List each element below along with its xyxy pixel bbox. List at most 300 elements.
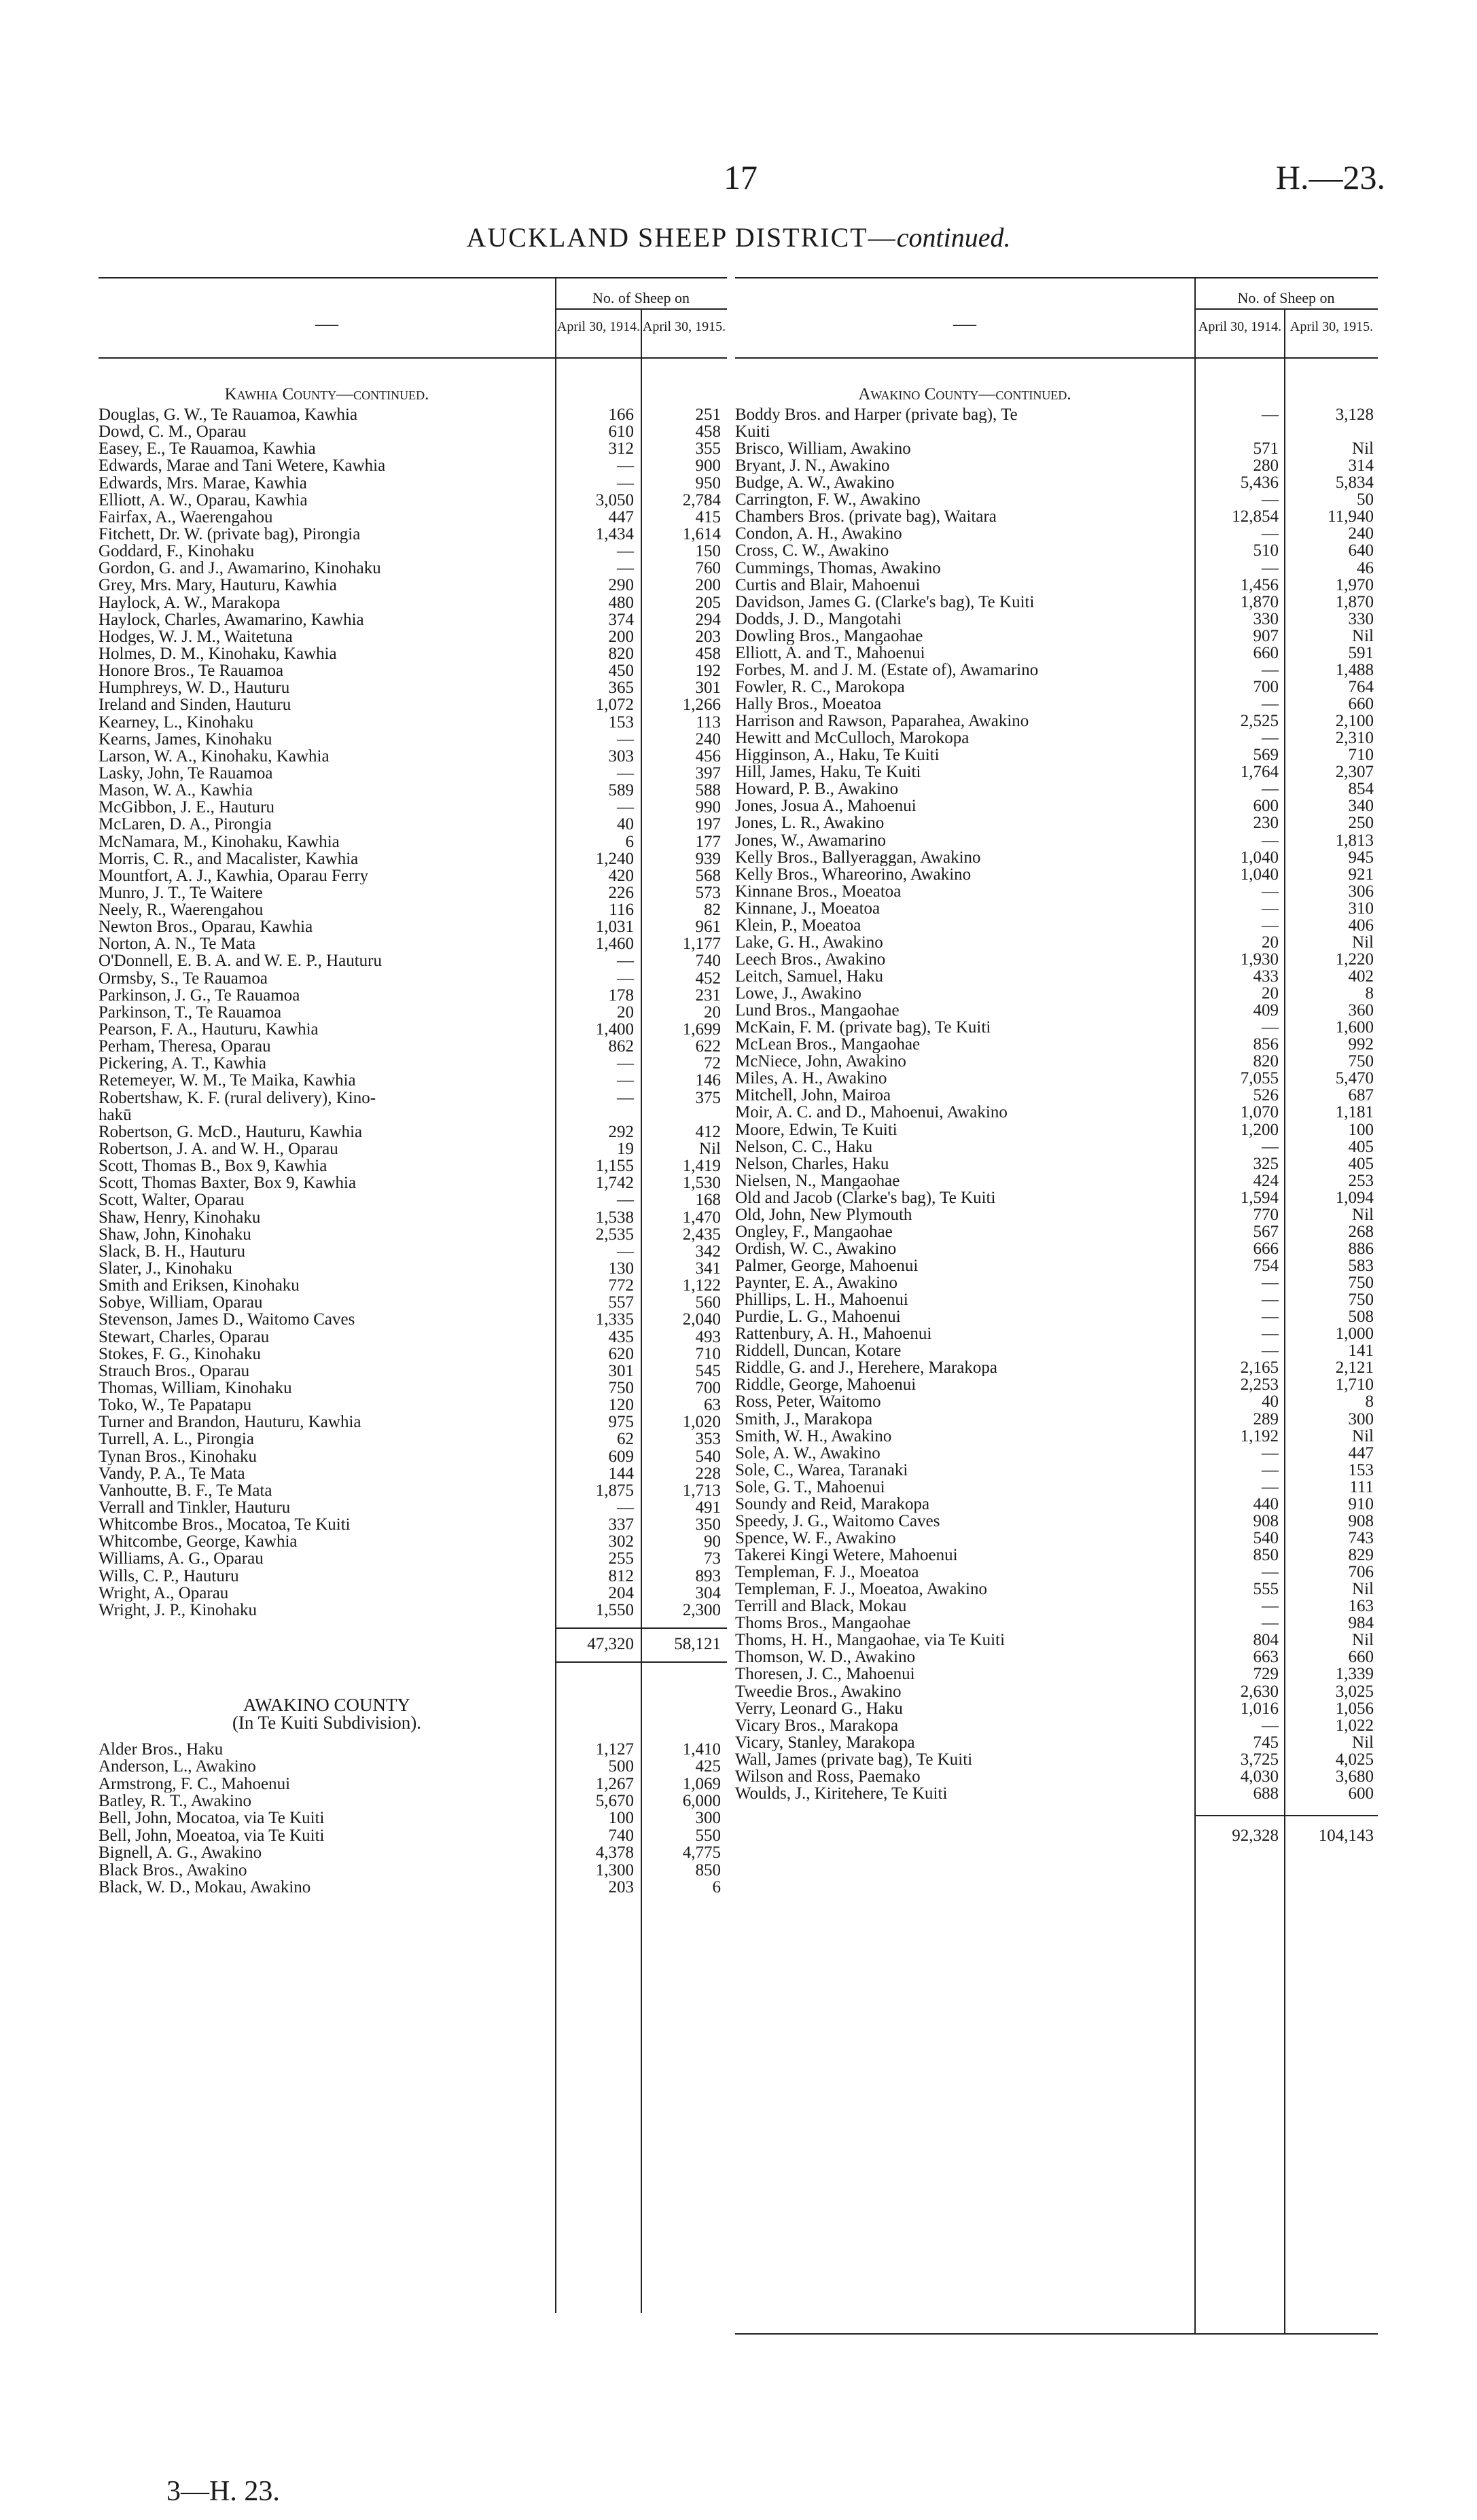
holder-name: Hewitt and McCulloch, Marokopa — [735, 730, 969, 747]
sheep-1914: — — [1262, 831, 1279, 850]
sheep-1914: 7,055 — [1240, 1069, 1279, 1088]
holder-name: Thoresen, J. C., Mahoenui — [735, 1666, 915, 1683]
holder-name: Dowd, C. M., Oparau — [99, 423, 247, 441]
sheep-1914: 302 — [608, 1532, 634, 1551]
table-row — [99, 645, 727, 662]
sheep-1915: 200 — [695, 576, 721, 595]
holder-name: Jones, Josua A., Mahoenui — [735, 797, 917, 815]
holder-name: Carrington, F. W., Awakino — [735, 491, 921, 509]
table-row — [735, 1598, 1378, 1615]
holder-name: Robertshaw, K. F. (rural delivery), Kino- — [99, 1089, 376, 1106]
table-row — [99, 1106, 727, 1123]
sheep-1915: 5,470 — [1335, 1069, 1374, 1088]
sheep-1915: 452 — [695, 969, 721, 988]
holder-name: Vandy, P. A., Te Mata — [99, 1464, 245, 1482]
sheep-1915: 314 — [1348, 456, 1374, 475]
sheep-1914: 666 — [1253, 1239, 1279, 1258]
sheep-1914: — — [1262, 729, 1279, 748]
sheep-1915: 750 — [1348, 1274, 1374, 1293]
holder-name: Retemeyer, W. M., Te Maika, Kawhia — [99, 1072, 356, 1090]
sheep-1915: 850 — [695, 1860, 721, 1879]
table-row — [99, 1602, 727, 1619]
sheep-1915: 660 — [1348, 695, 1374, 714]
holder-name: Armstrong, F. C., Mahoenui — [99, 1775, 291, 1793]
sheep-1914: 365 — [608, 679, 634, 698]
holder-name: Leitch, Samuel, Haku — [735, 967, 883, 985]
sheep-1915: 342 — [695, 1242, 721, 1261]
sheep-1915: 250 — [1348, 814, 1374, 833]
sheep-1914: 1,016 — [1240, 1699, 1279, 1718]
sheep-1915: 550 — [695, 1826, 721, 1845]
holder-name: Harrison and Rawson, Paparahea, Awakino — [735, 713, 1029, 730]
sheep-1914: 153 — [608, 713, 634, 732]
holder-name: Kinnane Bros., Moeatoa — [735, 882, 902, 900]
table-row — [735, 1189, 1378, 1206]
sheep-1914: 1,155 — [595, 1157, 634, 1176]
table-row — [99, 1516, 727, 1533]
table-row — [735, 1768, 1378, 1785]
sheep-1914: 424 — [1253, 1171, 1279, 1190]
sheep-1914: 40 — [617, 815, 634, 834]
sheep-1914: 312 — [608, 439, 634, 458]
holder-name: Grey, Mrs. Mary, Hauturu, Kawhia — [99, 577, 337, 594]
sheep-1915: 950 — [695, 473, 721, 492]
table-row — [735, 713, 1378, 730]
sheep-1914: — — [1262, 660, 1279, 679]
table-row — [735, 594, 1378, 611]
sheep-1914: — — [1262, 695, 1279, 714]
sheep-1914: — — [617, 542, 634, 561]
table-row — [735, 1632, 1378, 1649]
sheep-1914: — — [617, 456, 634, 475]
sheep-1914: 5,436 — [1240, 473, 1279, 492]
table-row — [735, 1138, 1378, 1155]
table-row — [735, 1240, 1378, 1257]
sheep-1914: 4,378 — [595, 1843, 634, 1862]
sheep-1915: 405 — [1348, 1137, 1374, 1156]
sheep-1914: 510 — [1253, 541, 1279, 560]
holder-name: Takerei Kingi Wetere, Mahoenui — [735, 1547, 958, 1564]
holder-name: Woulds, J., Kiritehere, Te Kuiti — [735, 1784, 948, 1802]
holder-name: Scott, Walter, Oparau — [99, 1191, 245, 1209]
sheep-1915: 63 — [704, 1396, 721, 1415]
holder-name: Ormsby, S., Te Rauamoa — [99, 969, 268, 987]
holder-name: Mason, W. A., Kawhia — [99, 782, 253, 799]
table-row — [99, 1243, 727, 1260]
table-row — [99, 1277, 727, 1294]
holder-name: Cummings, Thomas, Awakino — [735, 559, 941, 577]
holder-name: Forbes, M. and J. M. (Estate of), Awamarino — [735, 661, 1039, 679]
sheep-1914: 280 — [1253, 456, 1279, 475]
sheep-1915: 2,300 — [682, 1600, 721, 1619]
sheep-1914: 19 — [617, 1140, 634, 1159]
holder-name: Scott, Thomas Baxter, Box 9, Kawhia — [99, 1174, 357, 1192]
sheep-1914: 812 — [608, 1566, 634, 1585]
sheep-1915: 1,870 — [1335, 592, 1374, 611]
holder-name: Robertson, G. McD., Hauturu, Kawhia — [99, 1123, 363, 1140]
table-row — [99, 1827, 727, 1844]
sheep-1914: — — [617, 1054, 634, 1073]
holder-name: Nelson, Charles, Haku — [735, 1155, 889, 1172]
sheep-1915: 406 — [1348, 916, 1374, 935]
holder-name: Lowe, J., Awakino — [735, 985, 861, 1003]
table-row — [99, 611, 727, 628]
sheep-1915: 1,022 — [1335, 1716, 1374, 1735]
sheep-1915: 961 — [695, 918, 721, 937]
sheep-1915: 3,128 — [1335, 406, 1374, 424]
sheep-1915: 192 — [695, 662, 721, 681]
table-row — [99, 816, 727, 833]
holder-name: Norton, A. N., Te Mata — [99, 935, 256, 953]
table-row — [735, 628, 1378, 645]
sheep-1915: 350 — [695, 1515, 721, 1534]
sheep-1914: — — [1262, 406, 1279, 424]
sheep-1914: 480 — [608, 593, 634, 612]
sheep-1915: 163 — [1348, 1597, 1374, 1616]
sheep-1914: — — [1262, 1477, 1279, 1496]
sheep-1915: 1,699 — [682, 1020, 721, 1039]
sheep-1915: 1,181 — [1335, 1103, 1374, 1122]
holder-name: Strauch Bros., Oparau — [99, 1362, 250, 1380]
table-row — [99, 1329, 727, 1346]
table-row — [735, 1070, 1378, 1087]
table-row — [735, 1479, 1378, 1496]
sheep-1914: 116 — [609, 901, 634, 920]
sheep-1914: 1,192 — [1240, 1426, 1279, 1445]
holder-name: Gordon, G. and J., Awamarino, Kinohaku — [99, 560, 381, 577]
sheep-1915: 568 — [695, 866, 721, 885]
sheep-1914: — — [617, 559, 634, 578]
holder-name: Toko, W., Te Papatapu — [99, 1397, 252, 1414]
table-row — [735, 662, 1378, 679]
sheep-1914: — — [1262, 558, 1279, 577]
signature-mark: 3—H. 23. — [166, 2476, 280, 2507]
sheep-1914: 589 — [608, 781, 634, 800]
page-number: 17 — [724, 158, 758, 196]
sheep-1915: 1,339 — [1335, 1665, 1374, 1684]
table-row — [99, 1879, 727, 1896]
holder-name: Wilson and Ross, Paemako — [735, 1767, 921, 1785]
sheep-1915: 1,600 — [1335, 1018, 1374, 1037]
sheep-1915: 100 — [1348, 1120, 1374, 1139]
sheep-1914: 292 — [608, 1122, 634, 1141]
sheep-1915: 72 — [704, 1054, 721, 1073]
sheep-1914: — — [617, 798, 634, 817]
holder-name: Black, W. D., Mokau, Awakino — [99, 1879, 311, 1896]
table-row — [735, 1547, 1378, 1564]
sheep-1914: 1,550 — [595, 1600, 634, 1619]
sheep-1914: 301 — [608, 1361, 634, 1380]
section-subtitle: (In Te Kuiti Subdivision). — [232, 1712, 422, 1733]
sheep-1915: 1,530 — [682, 1174, 721, 1193]
sheep-1915: 46 — [1357, 558, 1374, 577]
sheep-1915: 706 — [1348, 1563, 1374, 1582]
holder-name: Wall, James (private bag), Te Kuiti — [735, 1750, 973, 1768]
table-row — [735, 440, 1378, 457]
sheep-1914: 804 — [1253, 1631, 1279, 1650]
table-row — [99, 577, 727, 594]
holder-name: Curtis and Blair, Mahoenui — [735, 576, 921, 594]
sheep-1914: 2,253 — [1240, 1375, 1279, 1394]
total-1914: 92,328 — [1232, 1826, 1279, 1845]
sheep-1915: 1,710 — [1335, 1375, 1374, 1394]
sheep-1914: 540 — [1253, 1528, 1279, 1547]
sheep-1914: 660 — [1253, 643, 1279, 662]
sheep-1915: 228 — [695, 1464, 721, 1483]
holder-name: Dodds, J. D., Mangotahi — [735, 610, 902, 628]
table-row — [99, 457, 727, 474]
sheep-1914: 226 — [608, 883, 634, 902]
sheep-1915: 710 — [695, 1344, 721, 1363]
sheep-1915: 341 — [695, 1259, 721, 1278]
holder-name: Riddle, George, Mahoenui — [735, 1376, 917, 1394]
sheep-1915: 1,614 — [682, 524, 721, 543]
sheep-1915: 908 — [1348, 1511, 1374, 1530]
sheep-1914: 303 — [608, 746, 634, 766]
sheep-1915: 540 — [695, 1447, 721, 1466]
holder-name: Speedy, J. G., Waitomo Caves — [735, 1512, 940, 1530]
table-row — [735, 1615, 1378, 1632]
table-row — [735, 645, 1378, 662]
holder-name: Ross, Peter, Waitomo — [735, 1393, 881, 1411]
holder-name: Old and Jacob (Clarke's bag), Te Kuiti — [735, 1189, 996, 1206]
holder-name: Moir, A. C. and D., Mahoenui, Awakino — [735, 1104, 1008, 1121]
table-row — [99, 1072, 727, 1089]
section-title: AWAKINO COUNTY — [243, 1694, 411, 1715]
table-row — [99, 1021, 727, 1038]
table-row — [99, 1741, 727, 1758]
holder-name: Slack, B. H., Hauturu — [99, 1242, 245, 1260]
holder-name: Douglas, G. W., Te Rauamoa, Kawhia — [99, 406, 358, 423]
holder-name: McGibbon, J. E., Hauturu — [99, 799, 274, 816]
sheep-1914: 289 — [1253, 1409, 1279, 1428]
sheep-1915: 1,122 — [682, 1276, 721, 1295]
table-row — [99, 1499, 727, 1516]
sheep-1914: 4,030 — [1240, 1767, 1279, 1786]
section-title: Awakino County—continued. — [858, 385, 1071, 403]
sheep-1914: 2,165 — [1240, 1358, 1279, 1378]
sheep-1915: 921 — [1348, 865, 1374, 884]
holder-name: Kuiti — [735, 423, 770, 441]
holder-name: Williams, A. G., Oparau — [99, 1550, 264, 1568]
holder-name: Kearns, James, Kinohaku — [99, 730, 272, 748]
sheep-1915: 710 — [1348, 746, 1374, 765]
sheep-1914: — — [617, 969, 634, 988]
sheep-1914: — — [617, 952, 634, 971]
sheep-1914: 1,335 — [595, 1310, 634, 1329]
holder-name: Vicary, Stanley, Marakopa — [735, 1733, 915, 1751]
sheep-1915: 253 — [1348, 1171, 1374, 1190]
sheep-1914: — — [1262, 524, 1279, 543]
holder-name: Batley, R. T., Awakino — [99, 1793, 251, 1810]
table-row — [99, 679, 727, 696]
table-row — [735, 866, 1378, 883]
holder-name: Ongley, F., Mangaohae — [735, 1223, 893, 1240]
table-row — [99, 1363, 727, 1380]
table-row — [735, 832, 1378, 849]
sheep-1915: 301 — [695, 679, 721, 698]
holder-name: Jones, L. R., Awakino — [735, 814, 885, 832]
sheep-1914: 374 — [608, 610, 634, 629]
holder-name: Bryant, J. N., Awakino — [735, 457, 890, 475]
sheep-1915: 412 — [695, 1122, 721, 1141]
sheep-1914: 571 — [1253, 439, 1279, 458]
table-row — [735, 577, 1378, 594]
table-row — [735, 1683, 1378, 1700]
table-row — [735, 457, 1378, 474]
holder-name: Turrell, A. L., Pirongia — [99, 1430, 254, 1448]
header-1915: April 30, 1915. — [642, 319, 726, 334]
table-row — [735, 1053, 1378, 1070]
holder-name: Spence, W. F., Awakino — [735, 1529, 896, 1547]
table-row — [99, 406, 727, 423]
table-row — [735, 1257, 1378, 1274]
sheep-1915: 458 — [695, 644, 721, 663]
sheep-1915: 4,775 — [682, 1843, 721, 1862]
sheep-1914: 1,400 — [595, 1020, 634, 1039]
table-row — [99, 1550, 727, 1567]
sheep-1915: 150 — [695, 542, 721, 561]
table-row — [735, 763, 1378, 780]
table-row — [99, 1174, 727, 1191]
table-row — [99, 1810, 727, 1826]
sheep-1915: 300 — [695, 1809, 721, 1828]
table-row — [99, 1157, 727, 1174]
sheep-1914: — — [617, 1498, 634, 1517]
table-row — [735, 1717, 1378, 1734]
sheep-1914: 230 — [1253, 814, 1279, 833]
holder-name: Shaw, Henry, Kinohaku — [99, 1208, 261, 1226]
table-row — [735, 1496, 1378, 1513]
table-row — [735, 934, 1378, 951]
sheep-1914: — — [617, 1088, 634, 1107]
sheep-1915: 205 — [695, 593, 721, 612]
sheep-1914: 1,930 — [1240, 950, 1279, 969]
table-row — [735, 1325, 1378, 1342]
sheep-1914: 908 — [1253, 1511, 1279, 1530]
sheep-1914: 688 — [1253, 1784, 1279, 1803]
sheep-1915: 491 — [695, 1498, 721, 1517]
sheep-1915: 508 — [1348, 1308, 1374, 1327]
sheep-1914: 663 — [1253, 1648, 1279, 1667]
sheep-1914: 620 — [608, 1344, 634, 1363]
holder-name: Edwards, Mrs. Marae, Kawhia — [99, 474, 307, 492]
sheep-1915: 353 — [695, 1430, 721, 1449]
sheep-1914: 40 — [1262, 1392, 1279, 1411]
sheep-1915: 900 — [695, 456, 721, 475]
holder-name: Goddard, F., Kinohaku — [99, 543, 255, 560]
table-row — [735, 797, 1378, 814]
table-row — [99, 475, 727, 492]
table-row — [99, 1380, 727, 1397]
sheep-1914: — — [617, 763, 634, 782]
sheep-1915: 2,040 — [682, 1310, 721, 1329]
table-row — [735, 1734, 1378, 1751]
header-1914: April 30, 1914. — [556, 319, 641, 334]
holder-name: Larson, W. A., Kinohaku, Kawhia — [99, 747, 330, 765]
table-row — [99, 884, 727, 901]
holder-name: Soundy and Reid, Marakopa — [735, 1495, 930, 1513]
sheep-1914: 820 — [608, 644, 634, 663]
table-row — [735, 1649, 1378, 1666]
sheep-1915: 304 — [695, 1583, 721, 1602]
holder-name: Brisco, William, Awakino — [735, 440, 911, 458]
holder-name: Wills, C. P., Hauturu — [99, 1567, 239, 1585]
sheep-1914: 862 — [608, 1037, 634, 1056]
holder-name: Condon, A. H., Awakino — [735, 525, 902, 543]
sheep-1915: 945 — [1348, 848, 1374, 867]
sheep-1914: — — [1262, 1308, 1279, 1327]
sheep-1914: 144 — [608, 1464, 634, 1483]
holder-name: Dowling Bros., Mangaohae — [735, 627, 923, 645]
sheep-1915: 2,435 — [682, 1225, 721, 1244]
sheep-1915: 588 — [695, 781, 721, 800]
table-row — [735, 1564, 1378, 1581]
holder-name: Vicary Bros., Marakopa — [735, 1716, 899, 1734]
table-row — [735, 849, 1378, 866]
total-1915: 104,143 — [1318, 1826, 1374, 1845]
sheep-1915: 743 — [1348, 1528, 1374, 1547]
holder-name: Edwards, Marae and Tani Wetere, Kawhia — [99, 457, 386, 475]
holder-name: Hodges, W. J. M., Waitetuna — [99, 628, 293, 645]
sheep-1914: 337 — [608, 1515, 634, 1534]
table-row — [99, 1191, 727, 1208]
holder-name: Hally Bros., Moeatoa — [735, 696, 882, 713]
sheep-1915: 1,488 — [1335, 660, 1374, 679]
sheep-1914: 1,456 — [1240, 575, 1279, 594]
table-row — [99, 935, 727, 952]
table-row — [735, 900, 1378, 917]
holder-name: Fairfax, A., Waerengahou — [99, 508, 273, 526]
sheep-1915: 1,419 — [682, 1157, 721, 1176]
sheep-1915: 240 — [1348, 524, 1374, 543]
sheep-1915: 1,094 — [1335, 1188, 1374, 1207]
holder-name: Tynan Bros., Kinohaku — [99, 1447, 257, 1465]
page-title: AUCKLAND SHEEP DISTRICT—continued. — [466, 222, 1011, 253]
sheep-1914: 1,538 — [595, 1208, 634, 1227]
sheep-1914: 5,670 — [595, 1792, 634, 1810]
table-row — [99, 594, 727, 611]
table-row — [735, 1121, 1378, 1138]
sheep-1914: 62 — [617, 1430, 634, 1449]
holder-name: McNiece, John, Awakino — [735, 1053, 906, 1070]
header-no-of-sheep: No. of Sheep on — [592, 289, 690, 306]
holder-name: Shaw, John, Kinohaku — [99, 1225, 251, 1243]
sheep-1914: 975 — [608, 1413, 634, 1432]
holder-name: Sole, G. T., Mahoenui — [735, 1478, 885, 1496]
table-row — [735, 1428, 1378, 1445]
holder-name: Nelson, C. C., Haku — [735, 1138, 873, 1155]
holder-name: Wright, J. P., Kinohaku — [99, 1601, 257, 1619]
sheep-1914: — — [1262, 1137, 1279, 1156]
holder-name: Mitchell, John, Mairoa — [735, 1087, 891, 1104]
sheep-1915: 990 — [695, 798, 721, 817]
sheep-1915: 8 — [1365, 984, 1374, 1003]
table-row — [99, 1862, 727, 1879]
holder-name: Fowler, R. C., Marokopa — [735, 678, 905, 696]
sheep-1914: 255 — [608, 1549, 634, 1568]
sheep-1915: 203 — [695, 627, 721, 646]
sheep-1915: 829 — [1348, 1546, 1374, 1565]
sheep-1915: 82 — [704, 901, 721, 920]
sheep-1915: 2,121 — [1335, 1358, 1374, 1378]
sheep-1915: 4,025 — [1335, 1750, 1374, 1769]
table-row — [99, 509, 727, 526]
sheep-1914: 569 — [1253, 746, 1279, 765]
holder-name: Rattenbury, A. H., Mahoenui — [735, 1325, 932, 1343]
sheep-1915: Nil — [699, 1140, 721, 1159]
header-1914: April 30, 1914. — [1198, 319, 1282, 334]
